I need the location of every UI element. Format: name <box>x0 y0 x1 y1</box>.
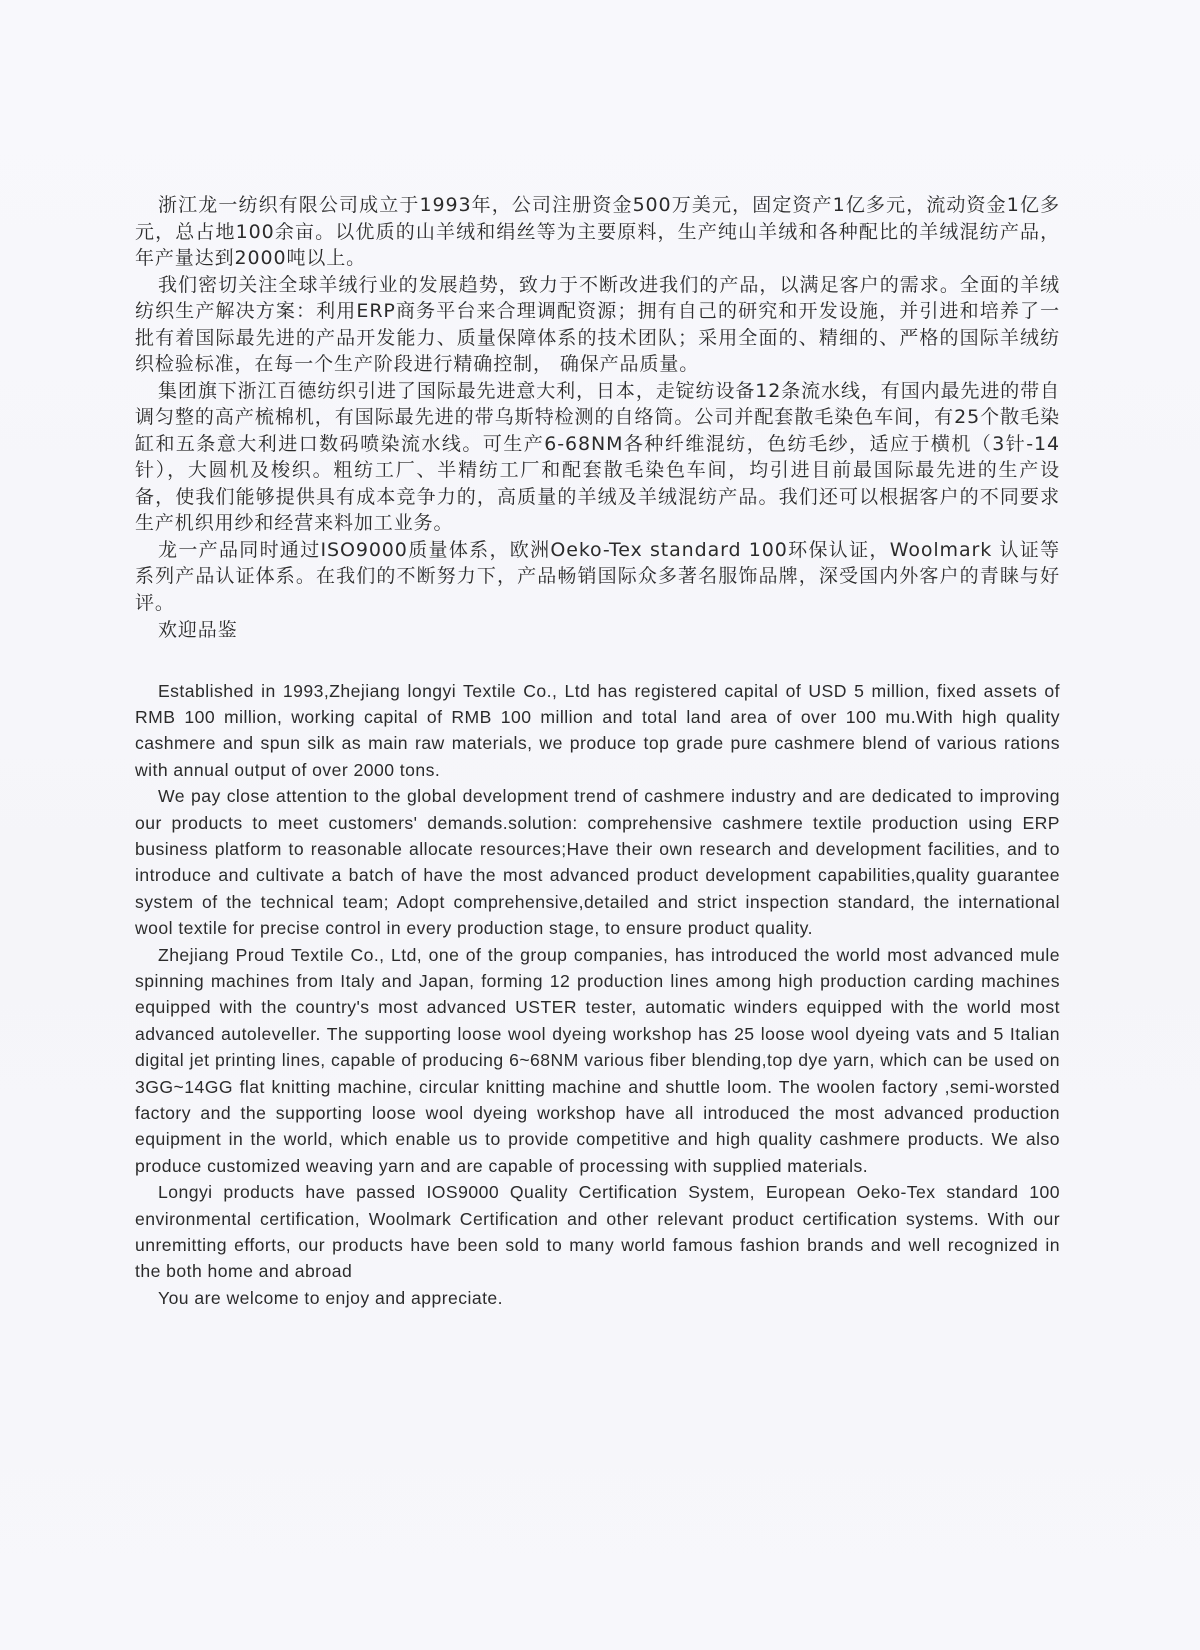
en-welcome: You are welcome to enjoy and appreciate. <box>158 1287 504 1308</box>
en-paragraph-certification: Longyi products have passed IOS9000 Quality Certification System, European Oeko-Tex standard 100 environmental certification, Woolmark Certification and other relevant product certification systems. With our unremitting efforts, our products have been sold to many world famous fashion brands and well recognized in the both home and abroad <box>135 1182 1060 1282</box>
english-section <box>135 678 1060 1312</box>
company-profile <box>135 192 1060 1311</box>
chinese-section <box>135 192 1060 644</box>
en-paragraph-founding: Established in 1993,Zhejiang longyi Textile Co., Ltd has registered capital of USD 5 million, fixed assets of RMB 100 million, working capital of RMB 100 million and total land area of over 100 mu.With high quality cashmere and spun silk as main raw materials, we produce top grade pure cashmere blend of various rations with annual output of over 2000 tons. <box>135 680 1060 780</box>
zh-paragraph-certification: 龙一产品同时通过ISO9000质量体系，欧洲Oeko-Tex standard 100环保认证，Woolmark 认证等系列产品认证体系。在我们的不断努力下，产品畅销国际众多著名服饰品牌，深受国内外客户的青睐与好评。 <box>135 538 1060 614</box>
en-paragraph-development: We pay close attention to the global development trend of cashmere industry and are dedicated to improving our products to meet customers' demands.solution: comprehensive cashmere textile production using ERP business platform to reasonable allocate resources;Have their own research and development facilities, and to introduce and cultivate a batch of have the most advanced product development capabilities,quality guarantee system of the technical team; Adopt comprehensive,detailed and strict inspection standard, the international wool textile for precise control in every production stage, to ensure product quality. <box>135 786 1060 939</box>
zh-paragraph-founding: 浙江龙一纺织有限公司成立于1993年，公司注册资金500万美元，固定资产1亿多元，流动资金1亿多元，总占地100余亩。以优质的山羊绒和绢丝等为主要原料，生产纯山羊绒和各种配比的羊绒混纺产品，年产量达到2000吨以上。 <box>135 194 1060 269</box>
zh-welcome: 欢迎品鉴 <box>158 619 238 641</box>
zh-paragraph-development: 我们密切关注全球羊绒行业的发展趋势，致力于不断改进我们的产品，以满足客户的需求。全面的羊绒纺织生产解决方案：利用ERP商务平台来合理调配资源；拥有自己的研究和开发设施，并引进和培养了一批有着国际最先进的产品开发能力、质量保障体系的技术团队；采用全面的、精细的、严格的国际羊绒纺织检验标准，在每一个生产阶段进行精确控制， 确保产品质量。 <box>135 273 1060 375</box>
en-paragraph-equipment: Zhejiang Proud Textile Co., Ltd, one of the group companies, has introduced the world most advanced mule spinning machines from Italy and Japan, forming 12 production lines among high production carding machines equipped with the country's most advanced USTER tester, automatic winders equipped with the world most advanced autoleveller. The supporting loose wool dyeing workshop has 25 loose wool dyeing vats and 5 Italian digital jet printing lines, capable of producing 6~68NM various fiber blending,top dye yarn, which can be used on 3GG~14GG flat knitting machine, circular knitting machine and shuttle loom. The woolen factory ,semi-worsted factory and the supporting loose wool dyeing workshop have all introduced the most advanced production equipment in the world, which enable us to provide competitive and high quality cashmere products. We also produce customized weaving yarn and are capable of processing with supplied materials. <box>135 944 1060 1176</box>
zh-paragraph-equipment: 集团旗下浙江百德纺织引进了国际最先进意大利，日本，走锭纺设备12条流水线，有国内最先进的带自调匀整的高产梳棉机，有国际最先进的带乌斯特检测的自络筒。公司并配套散毛染色车间，有25个散毛染缸和五条意大利进口数码喷染流水线。可生产6-68NM各种纤维混纺，色纺毛纱，适应于横机（3针-14针），大圆机及梭织。粗纺工厂、半精纺工厂和配套散毛染色车间，均引进目前最国际最先进的生产设备，使我们能够提供具有成本竞争力的，高质量的羊绒及羊绒混纺产品。我们还可以根据客户的不同要求生产机织用纱和经营来料加工业务。 <box>135 379 1060 534</box>
